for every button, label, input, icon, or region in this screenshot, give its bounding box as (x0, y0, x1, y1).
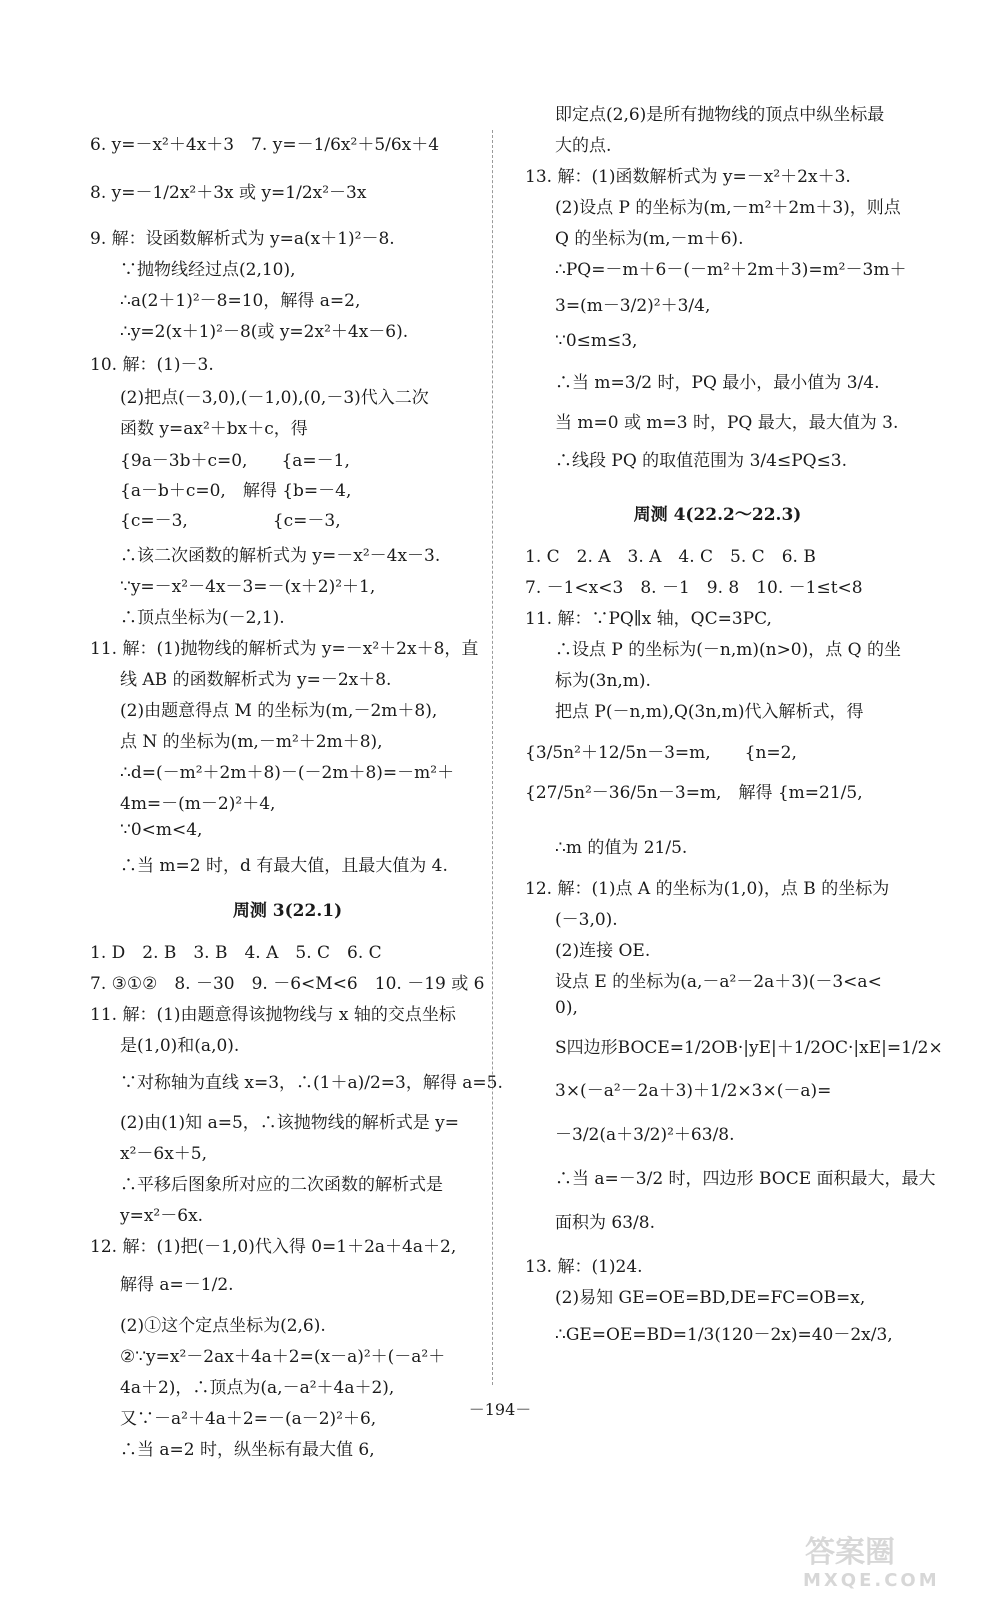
text-line: 10. 解：(1)－3. (90, 355, 214, 375)
column-divider (492, 130, 493, 1385)
text-line: 解得 a=－1/2. (120, 1275, 234, 1295)
text-line: 6. y=－x²＋4x＋3 7. y=－1/6x²＋5/6x＋4 (90, 135, 440, 155)
text-line: 当 m=0 或 m=3 时，PQ 最大，最大值为 3. (555, 413, 899, 433)
text-line: ∴PQ=－m＋6－(－m²＋2m＋3)=m²－3m＋ (555, 260, 907, 280)
text-line: {9a－3b＋c=0, {a=－1, (120, 451, 350, 471)
text-line: 大的点. (555, 136, 612, 156)
text-line: 面积为 63/8. (555, 1213, 655, 1233)
text-line: ∴当 m=3/2 时，PQ 最小，最小值为 3/4. (555, 373, 880, 393)
text-line: {a－b＋c=0, 解得 {b=－4, (120, 481, 352, 501)
text-line: ∵对称轴为直线 x=3，∴(1＋a)/2=3，解得 a=5. (120, 1073, 503, 1093)
svg-text:MXQE.COM: MXQE.COM (803, 1570, 940, 1590)
text-line: 即定点(2,6)是所有抛物线的顶点中纵坐标最 (555, 105, 885, 125)
text-line: 7. ③①② 8. －30 9. －6<M<6 10. －19 或 6 (90, 974, 485, 994)
text-line: 0), (555, 998, 578, 1018)
text-line: 把点 P(－n,m),Q(3n,m)代入解析式，得 (555, 702, 864, 722)
section-heading: 周测 4(22.2～22.3) (633, 505, 802, 525)
text-line: 12. 解：(1)点 A 的坐标为(1,0)，点 B 的坐标为 (525, 879, 890, 899)
text-line: {27/5n²－36/5n－3=m, 解得 {m=21/5, (525, 783, 863, 803)
section-heading: 周测 3(22.1) (232, 901, 343, 921)
text-line: ②∵y=x²－2ax＋4a＋2=(x－a)²＋(－a²＋ (120, 1347, 446, 1367)
text-line: (2)连接 OE. (555, 941, 651, 961)
text-line: 标为(3n,m). (555, 671, 651, 691)
text-line: －3/2(a＋3/2)²＋63/8. (555, 1125, 735, 1145)
text-line: 13. 解：(1)24. (525, 1257, 643, 1277)
text-line: {3/5n²＋12/5n－3=m, {n=2, (525, 743, 797, 763)
text-line: ∴当 a=2 时，纵坐标有最大值 6, (120, 1440, 375, 1460)
text-line: {c=－3, {c=－3, (120, 511, 341, 531)
svg-text:答案圈: 答案圈 (805, 1535, 895, 1570)
text-line: ∵y=－x²－4x－3=－(x＋2)²＋1, (120, 577, 376, 597)
text-line: ∵0≤m≤3, (555, 331, 638, 351)
text-line: 7. －1<x<3 8. －1 9. 8 10. －1≤t<8 (525, 578, 863, 598)
text-line: 4a＋2)，∴顶点为(a,－a²＋4a＋2), (120, 1378, 395, 1398)
text-line: ∴设点 P 的坐标为(－n,m)(n>0)，点 Q 的坐 (555, 640, 902, 660)
text-line: ∴该二次函数的解析式为 y=－x²－4x－3. (120, 546, 441, 566)
text-line: 1. D 2. B 3. B 4. A 5. C 6. C (90, 943, 382, 963)
text-line: y=x²－6x. (120, 1206, 204, 1226)
text-line: 12. 解：(1)把(－1,0)代入得 0=1＋2a＋4a＋2, (90, 1237, 457, 1257)
text-line: x²－6x＋5, (120, 1144, 208, 1164)
text-line: 1. C 2. A 3. A 4. C 5. C 6. B (525, 547, 816, 567)
text-line: (2)设点 P 的坐标为(m,－m²＋2m＋3)，则点 (555, 198, 901, 218)
text-line: 4m=－(m－2)²＋4, (120, 794, 276, 814)
page-number: －194－ (468, 1400, 532, 1419)
text-line: ∴a(2＋1)²－8=10，解得 a=2, (120, 291, 361, 311)
text-line: 线 AB 的函数解析式为 y=－2x＋8. (120, 670, 392, 690)
text-line: ∴m 的值为 21/5. (555, 838, 688, 858)
text-line: 点 N 的坐标为(m,－m²＋2m＋8), (120, 732, 383, 752)
watermark-logo (785, 1528, 975, 1590)
text-line: (2)由(1)知 a=5，∴该抛物线的解析式是 y= (120, 1113, 460, 1133)
text-line: 8. y=－1/2x²＋3x 或 y=1/2x²－3x (90, 183, 367, 203)
text-line: (2)①这个定点坐标为(2,6). (120, 1316, 326, 1336)
text-line: ∴线段 PQ 的取值范围为 3/4≤PQ≤3. (555, 451, 848, 471)
text-line: 是(1,0)和(a,0). (120, 1036, 240, 1056)
text-line: (2)易知 GE=OE=BD,DE=FC=OB=x, (555, 1288, 866, 1308)
text-line: ∵抛物线经过点(2,10), (120, 260, 296, 280)
text-line: 13. 解：(1)函数解析式为 y=－x²＋2x＋3. (525, 167, 851, 187)
text-line: 又∵－a²＋4a＋2=－(a－2)²＋6, (120, 1409, 377, 1429)
text-line: ∴当 m=2 时，d 有最大值，且最大值为 4. (120, 856, 448, 876)
text-line: ∴GE=OE=BD=1/3(120－2x)=40－2x/3, (555, 1325, 893, 1345)
text-line: ∴顶点坐标为(－2,1). (120, 608, 285, 628)
text-line: S四边形BOCE=1/2OB·|yE|＋1/2OC·|xE|=1/2× (555, 1038, 943, 1058)
text-line: 函数 y=ax²＋bx＋c，得 (120, 419, 308, 439)
text-line: ∴y=2(x＋1)²－8(或 y=2x²＋4x－6). (120, 322, 409, 342)
text-line: ∴当 a=－3/2 时，四边形 BOCE 面积最大，最大 (555, 1169, 936, 1189)
text-line: 11. 解：∵PQ∥x 轴，QC=3PC, (525, 609, 772, 629)
text-line: 9. 解：设函数解析式为 y=a(x＋1)²－8. (90, 229, 395, 249)
text-line: 3=(m－3/2)²＋3/4, (555, 296, 711, 316)
text-line: 设点 E 的坐标为(a,－a²－2a＋3)(－3<a< (555, 972, 882, 992)
text-line: ∴平移后图象所对应的二次函数的解析式是 (120, 1175, 443, 1195)
text-line: (－3,0). (555, 910, 618, 930)
text-line: ∴d=(－m²＋2m＋8)－(－2m＋8)=－m²＋ (120, 763, 455, 783)
text-line: 11. 解：(1)由题意得该抛物线与 x 轴的交点坐标 (90, 1005, 456, 1025)
text-line: ∵0<m<4, (120, 820, 203, 840)
text-line: (2)把点(－3,0),(－1,0),(0,－3)代入二次 (120, 388, 429, 408)
text-line: 11. 解：(1)抛物线的解析式为 y=－x²＋2x＋8，直 (90, 639, 479, 659)
text-line: 3×(－a²－2a＋3)＋1/2×3×(－a)= (555, 1081, 832, 1101)
text-line: Q 的坐标为(m,－m＋6). (555, 229, 744, 249)
text-line: (2)由题意得点 M 的坐标为(m,－2m＋8), (120, 701, 438, 721)
